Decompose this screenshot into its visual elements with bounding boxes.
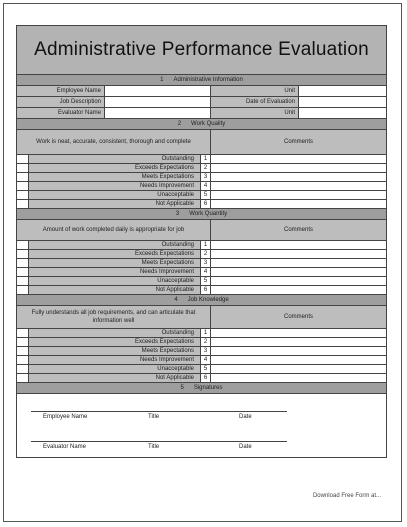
rating-row xyxy=(17,241,386,250)
rating-checkbox[interactable] xyxy=(17,182,29,190)
rating-number: 3 xyxy=(201,173,211,181)
signature-area xyxy=(17,394,386,457)
rating-row xyxy=(17,356,386,365)
section-header-info xyxy=(17,75,386,86)
info-label: Unit xyxy=(211,86,299,96)
section-title: Job Knowledge xyxy=(187,297,229,303)
info-label: Job Description xyxy=(17,97,105,107)
comments-label: Comments xyxy=(211,306,386,328)
rating-checkbox[interactable] xyxy=(17,259,29,267)
section-header-signatures xyxy=(17,383,386,394)
comments-field[interactable] xyxy=(211,173,386,181)
rating-number: 6 xyxy=(201,286,211,294)
comments-field[interactable] xyxy=(211,268,386,276)
rating-row xyxy=(17,259,386,268)
rating-label: Not Applicable xyxy=(29,286,201,294)
rating-checkbox[interactable] xyxy=(17,286,29,294)
info-label: Date of Evaluation xyxy=(211,97,299,107)
rating-checkbox[interactable] xyxy=(17,268,29,276)
comments-field[interactable] xyxy=(211,365,386,373)
rating-label: Not Applicable xyxy=(29,200,201,208)
section-title: Signatures xyxy=(193,385,223,391)
signature-label: Title xyxy=(148,444,160,450)
rating-row xyxy=(17,250,386,259)
section-number: 4 xyxy=(174,297,178,303)
rating-checkbox[interactable] xyxy=(17,250,29,258)
comments-label: Comments xyxy=(211,130,386,154)
comments-field[interactable] xyxy=(211,164,386,172)
rating-number: 4 xyxy=(201,356,211,364)
question-text: Amount of work completed daily is appropriate for job xyxy=(17,220,211,240)
comments-field[interactable] xyxy=(211,338,386,346)
rating-checkbox[interactable] xyxy=(17,347,29,355)
comments-field[interactable] xyxy=(211,155,386,163)
signature-label: Date xyxy=(239,444,252,450)
employee-signature-line[interactable] xyxy=(31,411,287,412)
rating-checkbox[interactable] xyxy=(17,356,29,364)
unit-field[interactable] xyxy=(299,86,386,96)
comments-field[interactable] xyxy=(211,182,386,190)
rating-checkbox[interactable] xyxy=(17,164,29,172)
rating-row xyxy=(17,182,386,191)
rating-row xyxy=(17,200,386,208)
rating-number: 2 xyxy=(201,164,211,172)
comments-label: Comments xyxy=(211,220,386,240)
rating-label: Needs Improvement xyxy=(29,182,201,190)
comments-field[interactable] xyxy=(211,241,386,249)
section-number: 5 xyxy=(180,385,184,391)
comments-field[interactable] xyxy=(211,329,386,337)
rating-label: Exceeds Expectations xyxy=(29,164,201,172)
signature-label: Evaluator Name xyxy=(43,444,87,450)
section-number: 1 xyxy=(160,77,164,83)
rating-number: 4 xyxy=(201,268,211,276)
rating-label: Exceeds Expectations xyxy=(29,250,201,258)
comments-field[interactable] xyxy=(211,277,386,285)
section-title: Work Quality xyxy=(191,121,226,127)
rating-number: 6 xyxy=(201,374,211,382)
rating-checkbox[interactable] xyxy=(17,173,29,181)
rating-label: Outstanding xyxy=(29,155,201,163)
rating-number: 6 xyxy=(201,200,211,208)
rating-label: Unacceptable xyxy=(29,277,201,285)
rating-label: Unacceptable xyxy=(29,365,201,373)
question-header xyxy=(17,130,386,155)
evaluation-form xyxy=(16,25,387,458)
comments-field[interactable] xyxy=(211,191,386,199)
question-header xyxy=(17,220,386,241)
rating-row xyxy=(17,374,386,382)
evaluator-name-field[interactable] xyxy=(105,108,211,118)
rating-label: Meets Expectations xyxy=(29,173,201,181)
rating-number: 2 xyxy=(201,250,211,258)
footer-link[interactable]: Download Free Form at... xyxy=(312,493,381,499)
rating-label: Unacceptable xyxy=(29,191,201,199)
info-label: Employee Name xyxy=(17,86,105,96)
section-header-job-knowledge xyxy=(17,295,386,306)
info-row xyxy=(17,86,386,97)
rating-row xyxy=(17,191,386,200)
question-text: Fully understands all job requirements, and can articulate that information well xyxy=(17,306,211,328)
employee-name-field[interactable] xyxy=(105,86,211,96)
rating-checkbox[interactable] xyxy=(17,329,29,337)
comments-field[interactable] xyxy=(211,356,386,364)
rating-label: Meets Expectations xyxy=(29,259,201,267)
rating-row xyxy=(17,277,386,286)
comments-field[interactable] xyxy=(211,250,386,258)
rating-number: 4 xyxy=(201,182,211,190)
rating-row xyxy=(17,347,386,356)
question-header xyxy=(17,306,386,329)
form-title: Administrative Performance Evaluation xyxy=(17,26,386,75)
rating-row xyxy=(17,286,386,294)
section-header-work-quality xyxy=(17,119,386,130)
rating-checkbox[interactable] xyxy=(17,191,29,199)
comments-field[interactable] xyxy=(211,374,386,382)
rating-row xyxy=(17,164,386,173)
rating-checkbox[interactable] xyxy=(17,155,29,163)
rating-label: Exceeds Expectations xyxy=(29,338,201,346)
rating-checkbox[interactable] xyxy=(17,374,29,382)
rating-checkbox[interactable] xyxy=(17,241,29,249)
section-header-work-quantity xyxy=(17,209,386,220)
rating-checkbox[interactable] xyxy=(17,365,29,373)
rating-list xyxy=(17,155,386,209)
rating-row xyxy=(17,365,386,374)
signature-label: Employee Name xyxy=(43,414,88,420)
signature-label: Title xyxy=(148,414,160,420)
rating-number: 1 xyxy=(201,155,211,163)
job-description-field[interactable] xyxy=(105,97,211,107)
rating-list xyxy=(17,241,386,295)
rating-label: Meets Expectations xyxy=(29,347,201,355)
signature-label: Date xyxy=(239,414,252,420)
rating-number: 3 xyxy=(201,259,211,267)
rating-checkbox[interactable] xyxy=(17,338,29,346)
rating-label: Needs Improvement xyxy=(29,268,201,276)
comments-field[interactable] xyxy=(211,259,386,267)
evaluation-date-field[interactable] xyxy=(299,97,386,107)
rating-number: 5 xyxy=(201,191,211,199)
rating-number: 5 xyxy=(201,365,211,373)
section-title: Work Quantity xyxy=(189,211,228,217)
form-page xyxy=(3,3,402,522)
rating-number: 2 xyxy=(201,338,211,346)
section-title: Administrative Information xyxy=(173,77,243,83)
rating-label: Not Applicable xyxy=(29,374,201,382)
rating-row xyxy=(17,338,386,347)
rating-row xyxy=(17,173,386,182)
comments-field[interactable] xyxy=(211,347,386,355)
evaluator-unit-field[interactable] xyxy=(299,108,386,118)
evaluator-signature-line[interactable] xyxy=(31,441,287,442)
rating-number: 3 xyxy=(201,347,211,355)
section-number: 2 xyxy=(177,121,182,127)
rating-row xyxy=(17,329,386,338)
rating-number: 1 xyxy=(201,241,211,249)
rating-label: Needs Improvement xyxy=(29,356,201,364)
rating-label: Outstanding xyxy=(29,241,201,249)
comments-field[interactable] xyxy=(211,200,386,208)
question-text: Work is neat, accurate, consistent, thorough and complete xyxy=(17,130,211,154)
info-row xyxy=(17,108,386,119)
rating-checkbox[interactable] xyxy=(17,277,29,285)
section-number: 3 xyxy=(175,211,180,217)
info-label: Evaluator Name xyxy=(17,108,105,118)
rating-number: 1 xyxy=(201,329,211,337)
rating-checkbox[interactable] xyxy=(17,200,29,208)
rating-list xyxy=(17,329,386,383)
rating-row xyxy=(17,268,386,277)
rating-label: Outstanding xyxy=(29,329,201,337)
rating-row xyxy=(17,155,386,164)
rating-number: 5 xyxy=(201,277,211,285)
info-row xyxy=(17,97,386,108)
info-label: Unit xyxy=(211,108,299,118)
comments-field[interactable] xyxy=(211,286,386,294)
